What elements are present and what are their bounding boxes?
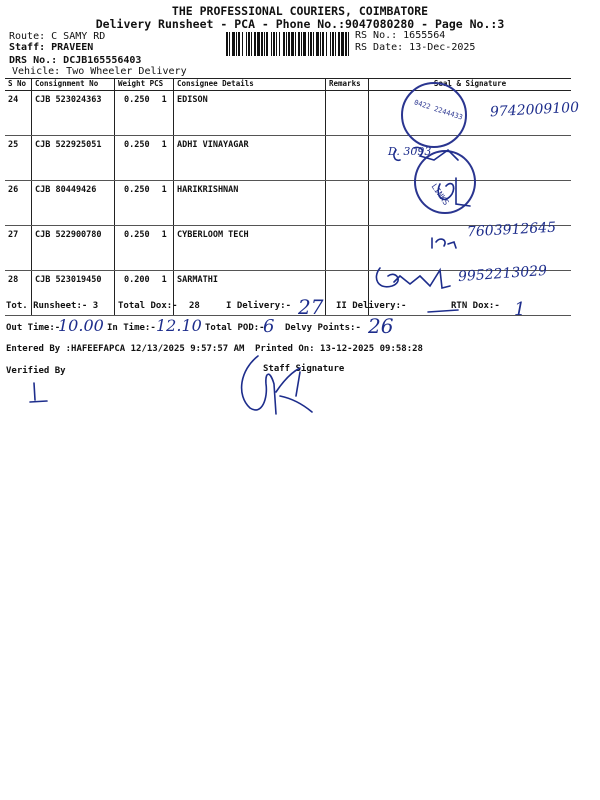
rs-date: RS Date: 13-Dec-2025 [355,42,476,53]
pcs-value: 1 [161,185,167,195]
sarmathi-signature-phone: 9952213029 [457,262,548,286]
out-time-label: Out Time:- [6,323,61,333]
runsheet-subtitle: Delivery Runsheet - PCA - Phone No.:9047080280 - Page No.:3 [95,17,505,31]
cell-sno: 27 [5,226,32,271]
cell-sno: 26 [5,181,32,226]
staff-label: Staff: PRAVEEN [9,42,94,53]
route-label: Route: C SAMY RD [9,31,106,42]
entered-by: Entered By :HAFEEFAPCA 12/13/2025 9:57:57 AM [6,344,245,354]
rtn-dox-handwritten: 1 [514,299,526,320]
cell-consignment-no: CJB 80449426 [32,181,115,226]
rtn-dox-label: RTN Dox:- [451,301,500,311]
cell-consignment-no: CJB 522900780 [32,226,115,271]
col-weight-pcs: Weight PCS [115,79,174,91]
printed-on: Printed On: 13-12-2025 09:58:28 [255,344,423,354]
delvy-points-handwritten: 26 [368,314,394,338]
weight-value: 0.250 [124,185,150,195]
pcs-value: 1 [161,95,167,105]
col-sno: S No [5,79,32,91]
cyberloom-signature [432,238,456,248]
col-consignee: Consignee Details [174,79,326,91]
stamp-links-text: LINKS [429,182,451,207]
company-title: THE PROFESSIONAL COURIERS, COIMBATORE [171,4,429,18]
i-delivery-handwritten: 27 [298,295,324,319]
in-time-label: In Time:- [107,323,156,333]
rs-number: RS No.: 1655564 [355,30,446,41]
delvy-points-label: Delvy Points:- [285,323,361,333]
vehicle-label: Vehicle: Two Wheeler Delivery [12,66,187,77]
tot-runsheet: Tot. Runsheet:- 3 [6,301,99,311]
adhi-signature-text: D. 3093 [388,145,432,158]
ii-delivery-label: II Delivery:- [336,301,407,311]
cell-sno: 28 [5,271,32,316]
cell-sno: 24 [5,91,32,136]
in-time-handwritten: 12.10 [156,316,202,335]
out-time-handwritten: 10.00 [58,316,104,335]
cell-sno: 25 [5,136,32,181]
cell-consignee: EDISON [174,91,326,136]
i-delivery-label: I Delivery:- [226,301,292,311]
sarmathi-signature [376,268,450,288]
cell-consignee: CYBERLOOM TECH [174,226,326,271]
cell-consignee: ADHI VINAYAGAR [174,136,326,181]
total-pod-label: Total POD:- [205,323,265,333]
drs-number: DRS No.: DCJB165556403 [9,55,142,66]
cell-consignee: SARMATHI [174,271,326,316]
cyberloom-signature-phone: 7603912645 [466,219,557,241]
pcs-value: 1 [161,230,167,240]
weight-value: 0.250 [124,95,150,105]
total-pod-handwritten: 6 [263,316,275,337]
cell-consignment-no: CJB 523019450 [32,271,115,316]
staff-signature-scribble [242,356,312,414]
col-signature: Seal & Signature [369,79,572,91]
col-consignment: Consignment No [32,79,115,91]
pcs-value: 1 [161,140,167,150]
ii-delivery-dash [428,310,458,312]
cell-consignment-no: CJB 522925051 [32,136,115,181]
harikrishnan-signature [438,178,470,206]
weight-value: 0.250 [124,230,150,240]
col-remarks: Remarks [326,79,369,91]
edison-signature-phone: 9742009100 [489,99,580,121]
verified-by-label: Verified By [6,366,66,376]
verified-by-mark [30,383,47,402]
cell-consignee: HARIKRISHNAN [174,181,326,226]
staff-signature-label: Staff Signature [263,364,345,374]
total-dox-value: 28 [189,301,200,311]
total-dox-label: Total Dox:- [118,301,178,311]
pcs-value: 1 [161,275,167,285]
weight-value: 0.250 [124,140,150,150]
cell-consignment-no: CJB 523024363 [32,91,115,136]
weight-value: 0.200 [124,275,150,285]
stamp-phone: 0422 2244433 [413,98,464,122]
